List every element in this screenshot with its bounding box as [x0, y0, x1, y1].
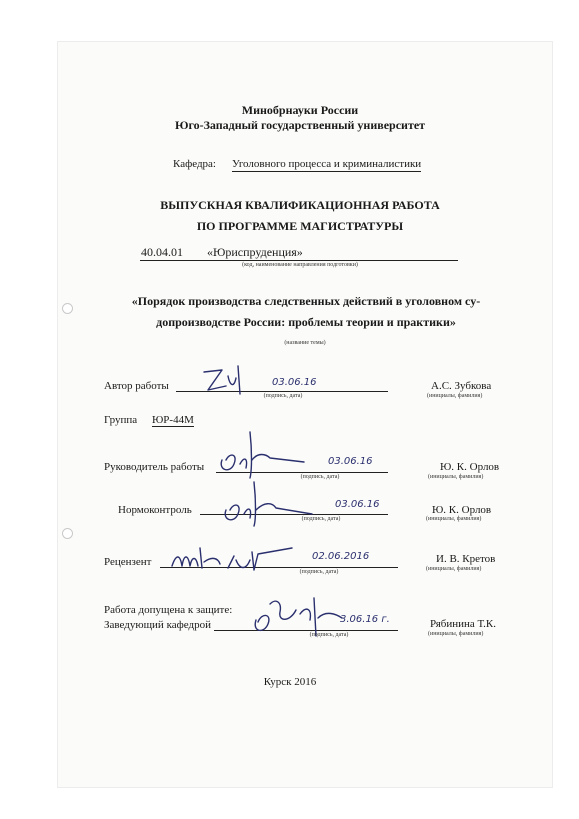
specialty-name: «Юриспруденция»: [207, 245, 303, 259]
reviewer-label: Рецензент: [104, 556, 152, 568]
supervisor-signature-icon: [216, 430, 326, 480]
title-caption: (название темы): [284, 340, 326, 346]
group-label: Группа: [104, 414, 138, 426]
normcontrol-name-caption: (инициалы, фамилия): [426, 516, 482, 522]
specialty-underline: [140, 260, 458, 261]
author-name: А.С. Зубкова: [431, 380, 492, 392]
admission-head-label: Заведующий кафедрой: [104, 619, 211, 631]
normcontrol-sign-date: 03.06.16: [335, 499, 380, 510]
reviewer-name: И. В. Кретов: [436, 553, 496, 565]
group-value: ЮР-44М: [152, 414, 194, 426]
reviewer-sign-date: 02.06.2016: [312, 551, 370, 562]
normcontrol-label: Нормоконтроль: [118, 504, 192, 516]
specialty-code: 40.04.01: [141, 245, 183, 259]
author-label: Автор работы: [104, 380, 169, 392]
supervisor-sign-caption: (подпись, дата): [300, 474, 340, 480]
normcontrol-sign-caption: (подпись, дата): [301, 516, 341, 522]
university-heading: Юго-Западный государственный университет: [174, 118, 426, 132]
author-sign-date: 03.06.16: [272, 377, 317, 388]
author-name-caption: (инициалы, фамилия): [427, 393, 483, 399]
department-value: Уголовного процесса и криминалистики: [232, 158, 422, 170]
author-sign-caption: (подпись, дата): [263, 393, 303, 399]
footer-city-year: Курск 2016: [263, 676, 317, 688]
supervisor-name: Ю. К. Орлов: [440, 461, 500, 473]
supervisor-label: Руководитель работы: [104, 461, 205, 473]
admission-sign-date: 3.06.16 г.: [340, 614, 390, 625]
doc-type-line1: ВЫПУСКНАЯ КВАЛИФИКАЦИОННАЯ РАБОТА: [160, 198, 440, 212]
doc-type-line2: ПО ПРОГРАММЕ МАГИСТРАТУРЫ: [196, 219, 404, 233]
specialty-caption: (код, наименование направления подготовки): [242, 262, 358, 268]
reviewer-signature-icon: [168, 544, 298, 578]
admission-sign-caption: (подпись, дата): [309, 632, 349, 638]
normcontrol-name: Ю. К. Орлов: [432, 504, 492, 516]
punch-hole-bottom: [62, 528, 73, 539]
ministry-heading: Минобрнауки России: [241, 103, 359, 117]
supervisor-name-caption: (инициалы, фамилия): [428, 474, 484, 480]
supervisor-sign-date: 03.06.16: [328, 456, 373, 467]
admission-name: Рябинина Т.К.: [430, 618, 496, 630]
department-label: Кафедра:: [173, 158, 216, 170]
admission-line1: Работа допущена к защите:: [104, 604, 233, 616]
reviewer-sign-caption: (подпись, дата): [299, 569, 339, 575]
admission-name-caption: (инициалы, фамилия): [428, 631, 484, 637]
reviewer-name-caption: (инициалы, фамилия): [426, 566, 482, 572]
thesis-title-line1: «Порядок производства следственных действий в уголовном су-: [131, 294, 481, 308]
thesis-title-line2: допроизводстве России: проблемы теории и практики»: [156, 315, 456, 329]
punch-hole-top: [62, 303, 73, 314]
